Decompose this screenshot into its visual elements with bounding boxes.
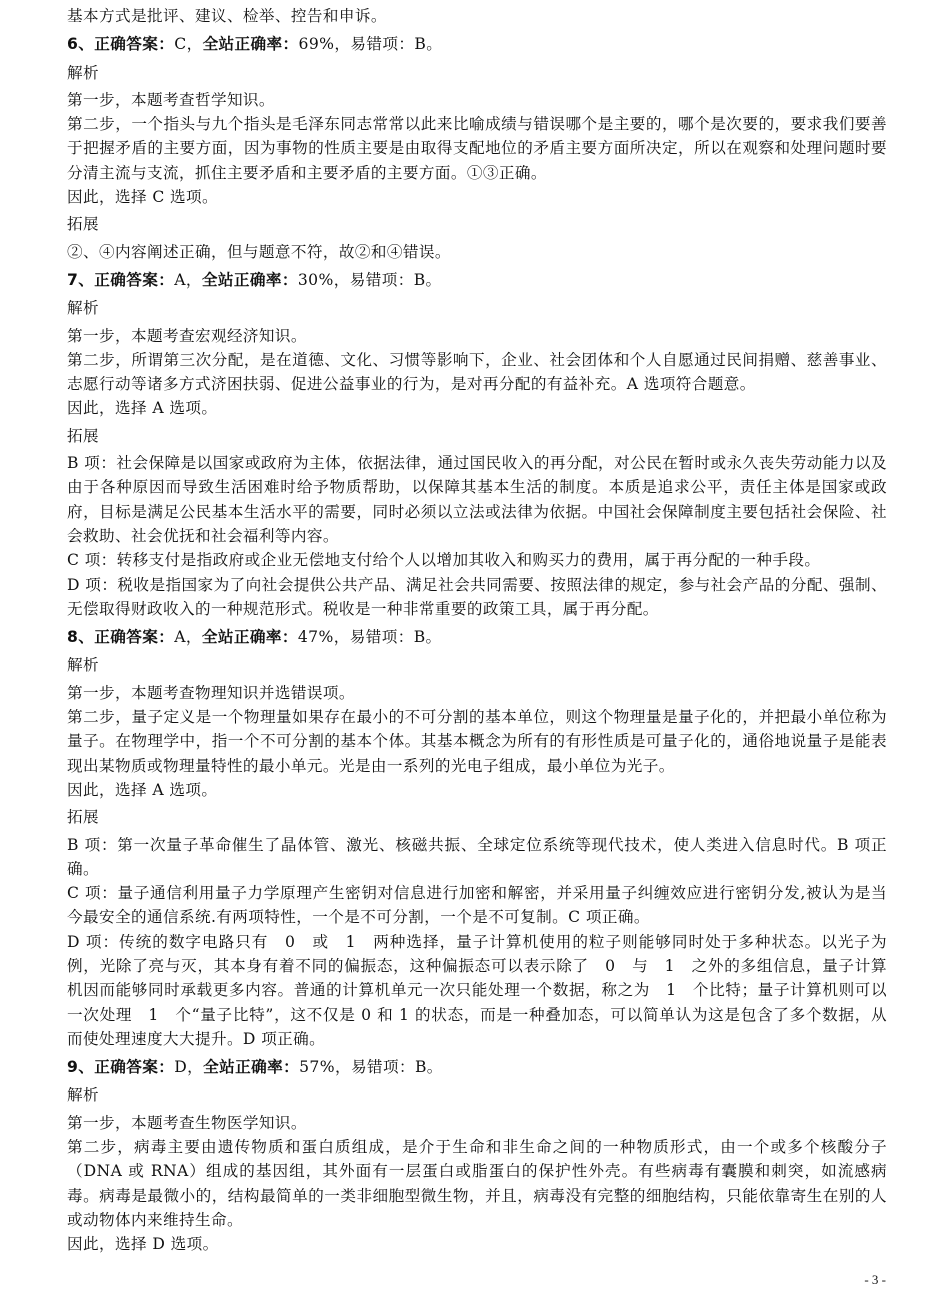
correct-answer-label: 正确答案： bbox=[94, 1058, 175, 1077]
correct-answer-value: C， bbox=[174, 35, 203, 54]
analysis-paragraph: 因此，选择 A 选项。 bbox=[67, 399, 218, 418]
accuracy-label: 全站正确率： bbox=[203, 1058, 300, 1077]
correct-answer-value: D， bbox=[174, 1058, 204, 1077]
question-number: 6、 bbox=[67, 35, 95, 54]
analysis-paragraph: 第二步，病毒主要由遗传物质和蛋白质组成，是介于生命和非生命之间的一种物质形式，由一个或多个核酸分子（DNA 或 RNA）组成的基因组，其外面有一层蛋白或脂蛋白的保护性外壳。有些病毒有囊膜和刺突，如流感病毒。病毒是最微小的，结构最简单的一类非细胞型微生物，并且，病毒没有完整的细胞结构，只能依靠寄生在别的人或动物体内来维持生命。 bbox=[67, 1138, 887, 1229]
analysis-label: 解析 bbox=[67, 1086, 99, 1105]
extension-paragraph: C 项：量子通信利用量子力学原理产生密钥对信息进行加密和解密，并采用量子纠缠效应进行密钥分发,被认为是当今最安全的通信系统.有两项特性，一个是不可分割，一个是不可复制。C 项正确。 bbox=[67, 884, 887, 927]
analysis-paragraph: 第一步，本题考查生物医学知识。 bbox=[67, 1113, 307, 1132]
correct-answer-label: 正确答案： bbox=[94, 270, 175, 289]
accuracy-label: 全站正确率： bbox=[202, 35, 299, 54]
wrong-option-value: B。 bbox=[414, 1058, 443, 1077]
correct-answer-label: 正确答案： bbox=[94, 35, 175, 54]
extension-paragraph: B 项：第一次量子革命催生了晶体管、激光、核磁共振、全球定位系统等现代技术，使人类进入信息时代。B 项正确。 bbox=[67, 835, 887, 878]
document-page bbox=[67, 4, 887, 1257]
extension-paragraph: B 项：社会保障是以国家或政府为主体，依据法律，通过国民收入的再分配，对公民在暂时或永久丧失劳动能力以及由于各种原因而导致生活困难时给予物质帮助，以保障其基本生活的制度。本质是追求公平，责任主体是国家或政府，目标是满足公民基本生活水平的需要，同时必须以立法或法律为依据。中国社会保障制度主要包括社会保险、社会救助、社会优抚和社会福利等内容。 bbox=[67, 454, 887, 545]
analysis-paragraph: 第二步，一个指头与九个指头是毛泽东同志常常以此来比喻成绩与错误哪个是主要的，哪个是次要的，要求我们要善于把握矛盾的主要方面，因为事物的性质主要是由取得支配地位的矛盾主要方面所决定，所以在观察和处理问题时要分清主流与支流，抓住主要矛盾和主要矛盾的主要方面。①③正确。 bbox=[67, 115, 887, 182]
extension-paragraph: D 项：税收是指国家为了向社会提供公共产品、满足社会共同需要、按照法律的规定，参与社会产品的分配、强制、无偿取得财政收入的一种规范形式。税收是一种非常重要的政策工具，属于再分配。 bbox=[67, 575, 887, 618]
question-number: 8、 bbox=[67, 628, 95, 647]
question-header bbox=[67, 625, 887, 649]
analysis-paragraph: 第一步，本题考查物理知识并选错误项。 bbox=[67, 683, 355, 702]
extension-paragraph: C 项：转移支付是指政府或企业无偿地支付给个人以增加其收入和购买力的费用，属于再分配的一种手段。 bbox=[67, 551, 821, 570]
extension-label: 拓展 bbox=[67, 426, 99, 445]
wrong-option-label: 易错项： bbox=[349, 628, 414, 647]
accuracy-label: 全站正确率： bbox=[201, 270, 298, 289]
question-header bbox=[67, 268, 887, 292]
question-header bbox=[67, 32, 887, 56]
wrong-option-value: B。 bbox=[413, 270, 442, 289]
question-list bbox=[67, 32, 887, 1256]
wrong-option-label: 易错项： bbox=[350, 1058, 415, 1077]
analysis-paragraph: 第一步，本题考查宏观经济知识。 bbox=[67, 326, 307, 345]
analysis-paragraph: 因此，选择 C 选项。 bbox=[67, 188, 218, 207]
analysis-label: 解析 bbox=[67, 63, 99, 82]
analysis-paragraph: 因此，选择 A 选项。 bbox=[67, 780, 218, 799]
extension-paragraph: D 项：传统的数字电路只有 0 或 1 两种选择，量子计算机使用的粒子则能够同时处于多种状态。以光子为例，光除了亮与灭，其本身有着不同的偏振态，这种偏振态可以表示除了 0 与 1 之外的多组信息，量子计算机因而能够同时承载更多内容。普通的计算机单元一次只能处理一个数据，称之为 1 个比特；量子计算机则可以一次处理 1 个“量子比特”，这不仅是 0 和 1 的状态，而是一种叠加态，可以简单认为这是包含了多个数据，从而使处理速度大大提升。D 项正确。 bbox=[67, 932, 887, 1048]
correct-answer-label: 正确答案： bbox=[94, 628, 175, 647]
question-number: 9、 bbox=[67, 1058, 95, 1077]
accuracy-value: 69%， bbox=[298, 35, 351, 54]
page-number: - 3 - bbox=[864, 1272, 886, 1287]
extension-paragraph: ②、④内容阐述正确，但与题意不符，故②和④错误。 bbox=[67, 242, 451, 261]
analysis-paragraph: 第一步，本题考查哲学知识。 bbox=[67, 90, 275, 109]
extension-label: 拓展 bbox=[67, 215, 99, 234]
accuracy-value: 30%， bbox=[297, 270, 350, 289]
wrong-option-value: B。 bbox=[413, 628, 442, 647]
analysis-paragraph: 第二步，量子定义是一个物理量如果存在最小的不可分割的基本单位，则这个物理量是量子化的，并把最小单位称为量子。在物理学中，指一个不可分割的基本个体。其基本概念为所有的有形性质是可量子化的，通俗地说量子是能表现出某物质或物理量特性的最小单元。光是由一系列的光电子组成，最小单位为光子。 bbox=[67, 708, 887, 775]
accuracy-label: 全站正确率： bbox=[201, 628, 298, 647]
wrong-option-value: B。 bbox=[414, 35, 443, 54]
extension-label: 拓展 bbox=[67, 808, 99, 827]
analysis-label: 解析 bbox=[67, 299, 99, 318]
correct-answer-value: A， bbox=[174, 628, 202, 647]
analysis-paragraph: 第二步，所谓第三次分配，是在道德、文化、习惯等影响下，企业、社会团体和个人自愿通过民间捐赠、慈善事业、志愿行动等诸多方式济困扶弱、促进公益事业的行为，是对再分配的有益补充。A 选项符合题意。 bbox=[67, 350, 887, 394]
wrong-option-label: 易错项： bbox=[349, 270, 414, 289]
correct-answer-value: A， bbox=[174, 270, 202, 289]
analysis-paragraph: 因此，选择 D 选项。 bbox=[67, 1235, 219, 1254]
accuracy-value: 57%， bbox=[299, 1058, 351, 1077]
accuracy-value: 47%， bbox=[297, 628, 350, 647]
analysis-label: 解析 bbox=[67, 656, 99, 675]
question-header bbox=[67, 1055, 887, 1079]
question-number: 7、 bbox=[67, 270, 95, 289]
intro-text: 基本方式是批评、建议、检举、控告和申诉。 bbox=[67, 7, 387, 25]
wrong-option-label: 易错项： bbox=[350, 35, 415, 54]
